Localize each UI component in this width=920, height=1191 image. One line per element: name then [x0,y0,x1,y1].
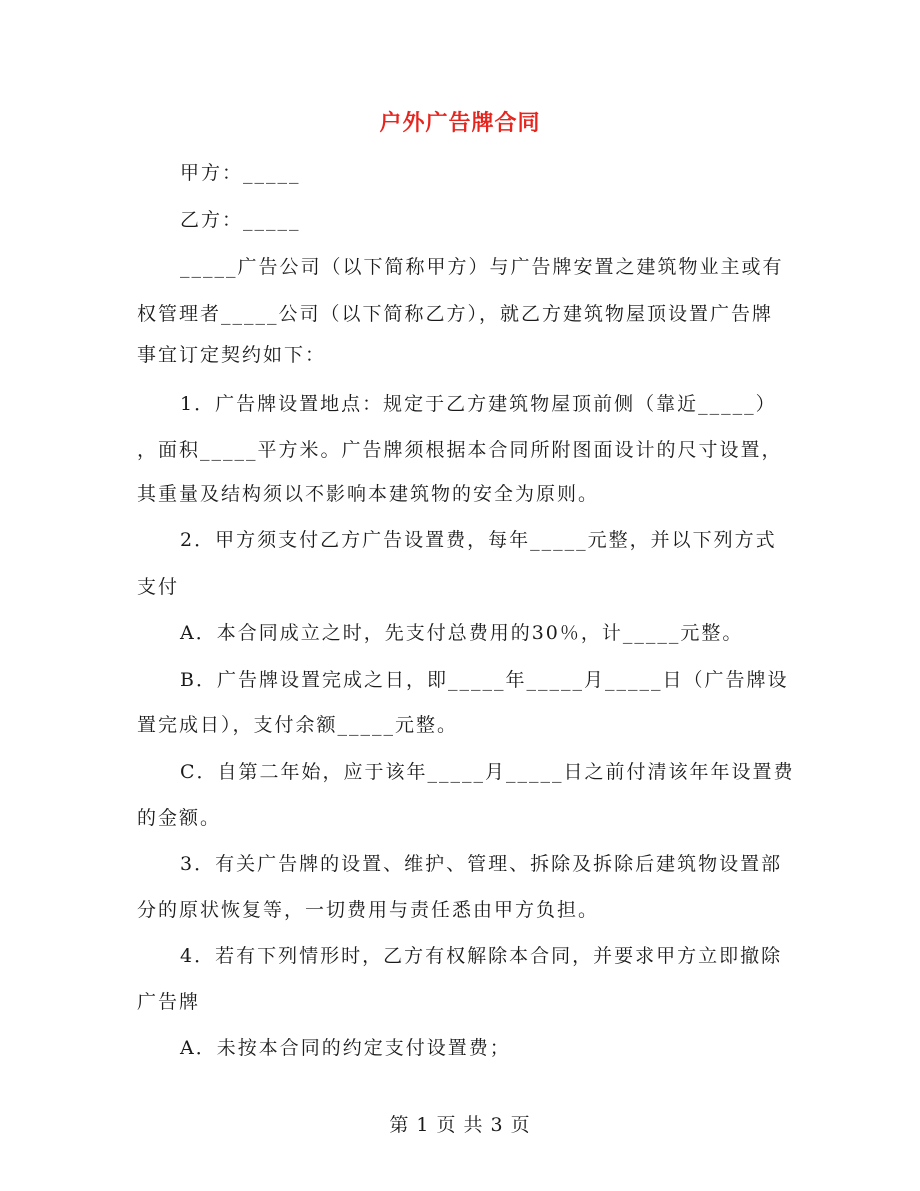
clause-1-line: 其重量及结构须以不影响本建筑物的安全为原则。 [137,483,600,505]
document-title: 户外广告牌合同 [379,110,541,136]
party-a-line: 甲方：_____ [180,162,301,184]
paragraph-line: _____广告公司（以下简称甲方）与广告牌安置之建筑物业主或有 [180,256,784,278]
clause-2c-line: 的金额。 [137,807,222,829]
clause-4-line: 广告牌 [137,991,201,1013]
clause-1-line: ，面积_____平方米。广告牌须根据本合同所附图面设计的尺寸设置， [137,439,783,461]
paragraph-line: 事宜订定契约如下： [137,344,327,366]
clause-1-line: 1．广告牌设置地点：规定于乙方建筑物屋顶前侧（靠近_____） [180,393,777,415]
clause-2-line: 支付 [137,576,180,598]
clause-2-line: 2．甲方须支付乙方广告设置费，每年_____元整，并以下列方式 [180,529,777,551]
clause-2c-line: C．自第二年始，应于该年_____月_____日之前付清该年年设置费 [180,761,795,783]
clause-3-line: 3．有关广告牌的设置、维护、管理、拆除及拆除后建筑物设置部 [180,853,783,875]
clause-4a-line: A．未按本合同的约定支付设置费； [180,1037,511,1059]
clause-3-line: 分的原状恢复等，一切费用与责任悉由甲方负担。 [137,899,600,921]
clause-2b-line: 置完成日），支付余额_____元整。 [137,714,459,736]
paragraph-line: 权管理者_____公司（以下简称乙方），就乙方建筑物屋顶设置广告牌 [137,303,774,325]
page-footer: 第 1 页 共 3 页 [389,1114,531,1136]
clause-4-line: 4．若有下列情形时，乙方有权解除本合同，并要求甲方立即撤除 [180,945,783,967]
clause-2a-line: A．本合同成立之时，先支付总费用的30％，计_____元整。 [180,622,744,644]
clause-2b-line: B．广告牌设置完成之日，即_____年_____月_____日（广告牌设 [180,669,789,691]
party-b-line: 乙方：_____ [180,209,301,231]
